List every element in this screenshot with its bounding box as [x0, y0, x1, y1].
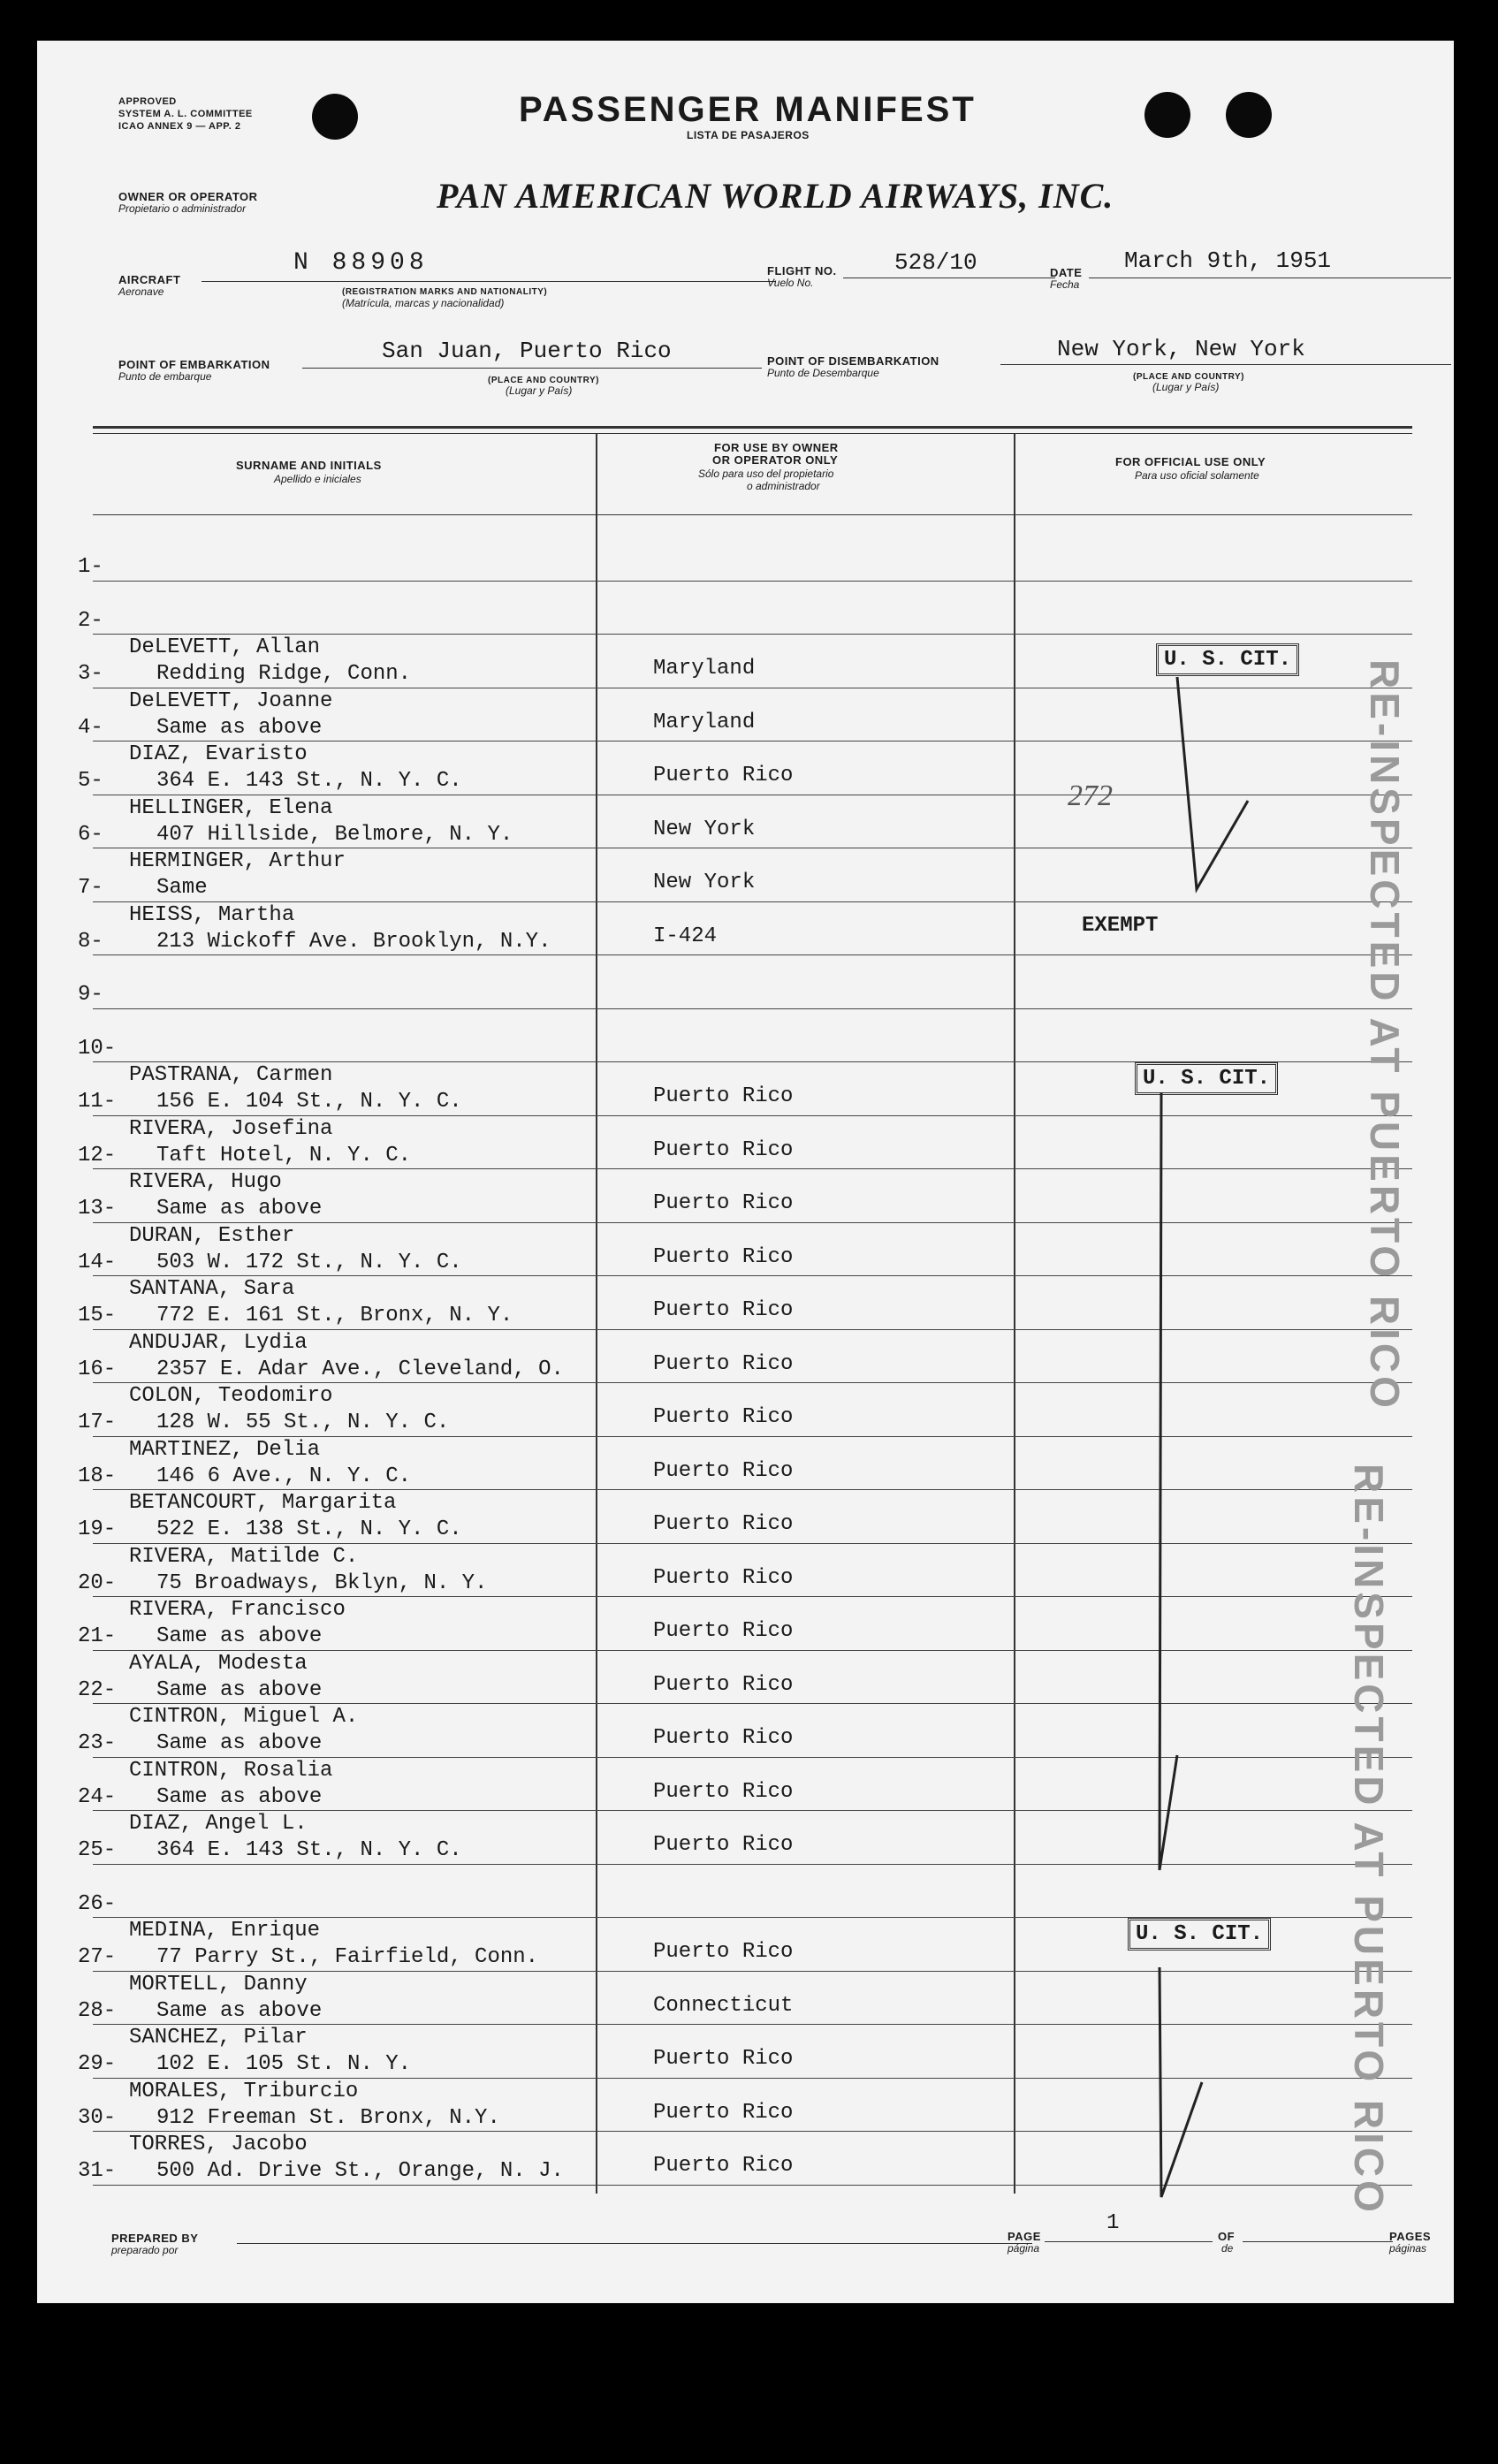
passenger-name: HEISS, Martha: [129, 902, 295, 927]
passenger-origin: Puerto Rico: [653, 1405, 794, 1429]
aircraft-note: (REGISTRATION MARKS AND NATIONALITY): [342, 287, 548, 297]
passenger-origin: Puerto Rico: [653, 2047, 794, 2071]
passenger-origin: Puerto Rico: [653, 1191, 794, 1215]
row-number: 25-: [78, 1838, 117, 1862]
row-rule: [93, 954, 1412, 955]
column-header-owner-b: OR OPERATOR ONLY: [712, 453, 839, 467]
passenger-address: 503 W. 172 St., N. Y. C.: [156, 1250, 462, 1274]
row-rule: [93, 901, 1412, 902]
passenger-address: 772 E. 161 St., Bronx, N. Y.: [156, 1304, 513, 1327]
approval-line-1: APPROVED: [118, 96, 177, 107]
passenger-name: DIAZ, Evaristo: [129, 742, 308, 766]
passenger-name: TORRES, Jacobo: [129, 2133, 308, 2156]
row-number: 5-: [78, 769, 103, 793]
embark-label-es: Punto de embarque: [118, 370, 212, 383]
row-rule: [93, 1757, 1412, 1758]
flight-label-es: Vuelo No.: [767, 277, 814, 289]
passenger-name: AYALA, Modesta: [129, 1651, 308, 1676]
owner-value: PAN AMERICAN WORLD AIRWAYS, INC.: [437, 176, 1114, 216]
embark-place-note: (PLACE AND COUNTRY): [488, 376, 599, 385]
passenger-origin: Puerto Rico: [653, 2154, 794, 2178]
row-number: 11-: [78, 1090, 117, 1114]
row-rule: [93, 1864, 1412, 1865]
passenger-address: Same as above: [156, 1731, 323, 1755]
column-header-owner-es-a: Sólo para uso del propietario: [698, 468, 834, 480]
embark-place-note-es: (Lugar y País): [506, 384, 573, 397]
passenger-name: MORALES, Triburcio: [129, 2079, 359, 2103]
manifest-sheet: [37, 41, 1454, 2303]
passenger-address: Redding Ridge, Conn.: [156, 662, 412, 686]
disembark-place-note: (PLACE AND COUNTRY): [1133, 372, 1244, 382]
passenger-name: SANCHEZ, Pilar: [129, 2026, 308, 2050]
passenger-origin: Puerto Rico: [653, 1244, 794, 1269]
row-rule: [93, 1382, 1412, 1383]
row-rule: [93, 1810, 1412, 1811]
row-rule: [93, 1008, 1412, 1009]
row-number: 20-: [78, 1570, 117, 1595]
page-title: PASSENGER MANIFEST: [519, 90, 977, 129]
passenger-address: Same as above: [156, 1784, 323, 1809]
column-header-official-es: Para uso oficial solamente: [1135, 469, 1259, 482]
column-header-official: FOR OFFICIAL USE ONLY: [1115, 455, 1266, 468]
passenger-address: 102 E. 105 St. N. Y.: [156, 2052, 412, 2076]
passenger-name: DeLEVETT, Joanne: [129, 688, 333, 713]
passenger-address: Same: [156, 876, 208, 900]
row-rule: [93, 1971, 1412, 1972]
passenger-address: 500 Ad. Drive St., Orange, N. J.: [156, 2159, 564, 2183]
passenger-name: CINTRON, Rosalia: [129, 1758, 333, 1783]
passenger-name: DeLEVETT, Allan: [129, 635, 321, 659]
aircraft-label-es: Aeronave: [118, 285, 164, 298]
row-rule: [93, 2024, 1412, 2025]
column-header-name: SURNAME AND INITIALS: [236, 459, 382, 472]
row-rule: [93, 1222, 1412, 1223]
row-number: 26-: [78, 1891, 117, 1916]
approval-line-2: SYSTEM A. L. COMMITTEE: [118, 109, 253, 119]
page-number: 1: [1106, 2211, 1120, 2235]
row-number: 15-: [78, 1304, 117, 1327]
passenger-name: ANDUJAR, Lydia: [129, 1330, 308, 1355]
row-number: 28-: [78, 1998, 117, 2023]
passenger-name: RIVERA, Josefina: [129, 1116, 333, 1141]
row-rule: [93, 1489, 1412, 1490]
passenger-origin: Puerto Rico: [653, 1833, 794, 1857]
passenger-name: BETANCOURT, Margarita: [129, 1491, 397, 1515]
passenger-address: 2357 E. Adar Ave., Cleveland, O.: [156, 1357, 564, 1381]
row-rule: [93, 1650, 1412, 1651]
date-label-es: Fecha: [1050, 278, 1080, 291]
row-number: 14-: [78, 1250, 117, 1274]
pages-label-es: páginas: [1389, 2242, 1427, 2255]
punch-hole-right-2: [1226, 92, 1272, 138]
row-number: 31-: [78, 2159, 117, 2183]
passenger-address: Same as above: [156, 715, 323, 740]
page-subtitle: LISTA DE PASAJEROS: [687, 129, 810, 141]
disembark-value: New York, New York: [1057, 336, 1305, 362]
exempt-mark: EXEMPT: [1082, 914, 1159, 938]
disembark-place-note-es: (Lugar y País): [1152, 381, 1220, 393]
row-rule: [93, 634, 1412, 635]
row-rule: [93, 1543, 1412, 1544]
of-label: OF: [1218, 2230, 1236, 2243]
row-number: 4-: [78, 715, 103, 740]
passenger-address: Same as above: [156, 1677, 323, 1702]
passenger-name: DIAZ, Angel L.: [129, 1812, 308, 1836]
passenger-name: HELLINGER, Elena: [129, 795, 333, 820]
of-label-es: de: [1221, 2242, 1234, 2255]
passenger-origin: Puerto Rico: [653, 2100, 794, 2125]
row-rule: [93, 2131, 1412, 2132]
passenger-address: 407 Hillside, Belmore, N. Y.: [156, 822, 513, 847]
row-number: 30-: [78, 2105, 117, 2130]
passenger-origin: Puerto Rico: [653, 1619, 794, 1643]
passenger-origin: Puerto Rico: [653, 1565, 794, 1590]
flight-label: FLIGHT NO.: [767, 264, 837, 278]
owner-label: OWNER OR OPERATOR: [118, 190, 258, 203]
aircraft-value: N 88908: [293, 249, 429, 277]
row-number: 18-: [78, 1464, 117, 1488]
row-number: 17-: [78, 1411, 117, 1434]
row-number: 1-: [78, 555, 103, 579]
passenger-address: 146 6 Ave., N. Y. C.: [156, 1464, 412, 1488]
owner-label-es: Propietario o administrador: [118, 202, 247, 215]
row-rule: [93, 1436, 1412, 1437]
row-rule: [93, 1275, 1412, 1276]
passenger-name: RIVERA, Matilde C.: [129, 1544, 359, 1569]
passenger-address: Taft Hotel, N. Y. C.: [156, 1143, 412, 1167]
prepared-by-label: PREPARED BY: [111, 2232, 199, 2245]
passenger-address: 156 E. 104 St., N. Y. C.: [156, 1090, 462, 1114]
row-number: 7-: [78, 876, 103, 900]
aircraft-label: AIRCRAFT: [118, 273, 181, 286]
row-number: 19-: [78, 1517, 117, 1541]
page-label: PAGE: [1008, 2230, 1041, 2243]
passenger-address: 364 E. 143 St., N. Y. C.: [156, 769, 462, 793]
passenger-origin: Puerto Rico: [653, 1940, 794, 1964]
passenger-address: 77 Parry St., Fairfield, Conn.: [156, 1945, 539, 1969]
passenger-origin: New York: [653, 817, 756, 841]
passenger-address: Same as above: [156, 1197, 323, 1221]
passenger-origin: Puerto Rico: [653, 1298, 794, 1322]
passenger-address: 364 E. 143 St., N. Y. C.: [156, 1838, 462, 1862]
passenger-origin: New York: [653, 871, 756, 894]
row-rule: [93, 581, 1412, 582]
column-divider-1: [596, 433, 597, 2194]
row-number: 24-: [78, 1784, 117, 1809]
punch-hole-right-1: [1144, 92, 1190, 138]
row-number: 22-: [78, 1677, 117, 1702]
passenger-address: 912 Freeman St. Bronx, N.Y.: [156, 2105, 500, 2130]
passenger-origin: Puerto Rico: [653, 1458, 794, 1483]
page-label-es: página: [1008, 2242, 1040, 2255]
us-citizen-stamp-2: U. S. CIT.: [1135, 1062, 1278, 1095]
row-rule: [93, 2078, 1412, 2079]
passenger-name: RIVERA, Francisco: [129, 1598, 346, 1622]
row-number: 23-: [78, 1731, 117, 1755]
row-number: 9-: [78, 983, 103, 1007]
passenger-origin: Maryland: [653, 657, 756, 681]
passenger-name: COLON, Teodomiro: [129, 1384, 333, 1408]
passenger-origin: Puerto Rico: [653, 1084, 794, 1108]
row-rule: [93, 1168, 1412, 1169]
row-number: 13-: [78, 1197, 117, 1221]
table-top-rule: [93, 426, 1412, 429]
passenger-address: 522 E. 138 St., N. Y. C.: [156, 1517, 462, 1541]
reinspected-stamp-2: RE-INSPECTED AT PUERTO RICO: [1346, 1464, 1392, 2216]
passenger-address: Same as above: [156, 1624, 323, 1648]
passenger-name: MARTINEZ, Delia: [129, 1437, 321, 1462]
row-rule: [93, 1115, 1412, 1116]
column-header-owner-es-b: o administrador: [747, 480, 820, 492]
us-citizen-stamp-1: U. S. CIT.: [1156, 643, 1299, 676]
passenger-origin: Connecticut: [653, 1993, 794, 2018]
row-number: 27-: [78, 1945, 117, 1969]
number-272-mark: 272: [1068, 780, 1113, 812]
row-rule: [93, 2185, 1412, 2186]
passenger-origin: Puerto Rico: [653, 1726, 794, 1750]
passenger-name: DURAN, Esther: [129, 1223, 295, 1248]
row-number: 8-: [78, 929, 103, 954]
aircraft-note-es: (Matrícula, marcas y nacionalidad): [342, 297, 505, 309]
passenger-origin: Puerto Rico: [653, 1672, 794, 1697]
passenger-name: SANTANA, Sara: [129, 1277, 295, 1301]
row-number: 16-: [78, 1357, 117, 1381]
date-label: DATE: [1050, 266, 1083, 279]
passenger-origin: Puerto Rico: [653, 1512, 794, 1536]
row-number: 3-: [78, 662, 103, 686]
passenger-origin: Maryland: [653, 710, 756, 734]
row-number: 2-: [78, 608, 103, 633]
passenger-name: HERMINGER, Arthur: [129, 849, 346, 873]
passenger-address: Same as above: [156, 1998, 323, 2023]
us-citizen-stamp-3: U. S. CIT.: [1128, 1918, 1271, 1951]
passenger-name: CINTRON, Miguel A.: [129, 1705, 359, 1729]
flight-value: 528/10: [894, 249, 977, 276]
passenger-origin: Puerto Rico: [653, 764, 794, 787]
row-number: 29-: [78, 2052, 117, 2076]
passenger-address: 213 Wickoff Ave. Brooklyn, N.Y.: [156, 929, 551, 954]
row-number: 10-: [78, 1036, 117, 1061]
column-header-name-es: Apellido e iniciales: [274, 473, 361, 485]
embark-label: POINT OF EMBARKATION: [118, 358, 270, 371]
row-rule: [93, 1703, 1412, 1704]
reinspected-stamp-1: RE-INSPECTED AT PUERTO RICO: [1362, 659, 1408, 1411]
pages-label: PAGES: [1389, 2230, 1432, 2243]
passenger-name: MORTELL, Danny: [129, 1972, 308, 1996]
disembark-label: POINT OF DISEMBARKATION: [767, 354, 939, 368]
disembark-label-es: Punto de Desembarque: [767, 367, 879, 379]
embark-value: San Juan, Puerto Rico: [382, 338, 672, 364]
column-header-owner-a: FOR USE BY OWNER: [714, 441, 839, 454]
passenger-address: 75 Broadways, Bklyn, N. Y.: [156, 1570, 488, 1595]
passenger-origin: Puerto Rico: [653, 1351, 794, 1376]
date-value: March 9th, 1951: [1124, 247, 1332, 274]
passenger-name: PASTRANA, Carmen: [129, 1063, 333, 1087]
column-divider-2: [1014, 433, 1015, 2194]
passenger-name: RIVERA, Hugo: [129, 1170, 282, 1194]
passenger-address: 128 W. 55 St., N. Y. C.: [156, 1411, 450, 1434]
passenger-origin: Puerto Rico: [653, 1137, 794, 1162]
row-number: 12-: [78, 1143, 117, 1167]
row-number: 6-: [78, 822, 103, 847]
passenger-origin: Puerto Rico: [653, 1779, 794, 1804]
row-rule: [93, 1596, 1412, 1597]
approval-line-3: ICAO ANNEX 9 — APP. 2: [118, 121, 241, 132]
row-rule: [93, 1329, 1412, 1330]
prepared-by-label-es: preparado por: [111, 2244, 179, 2256]
row-number: 21-: [78, 1624, 117, 1648]
passenger-origin: I-424: [653, 924, 718, 948]
passenger-name: MEDINA, Enrique: [129, 1919, 321, 1943]
punch-hole-left: [312, 94, 358, 140]
